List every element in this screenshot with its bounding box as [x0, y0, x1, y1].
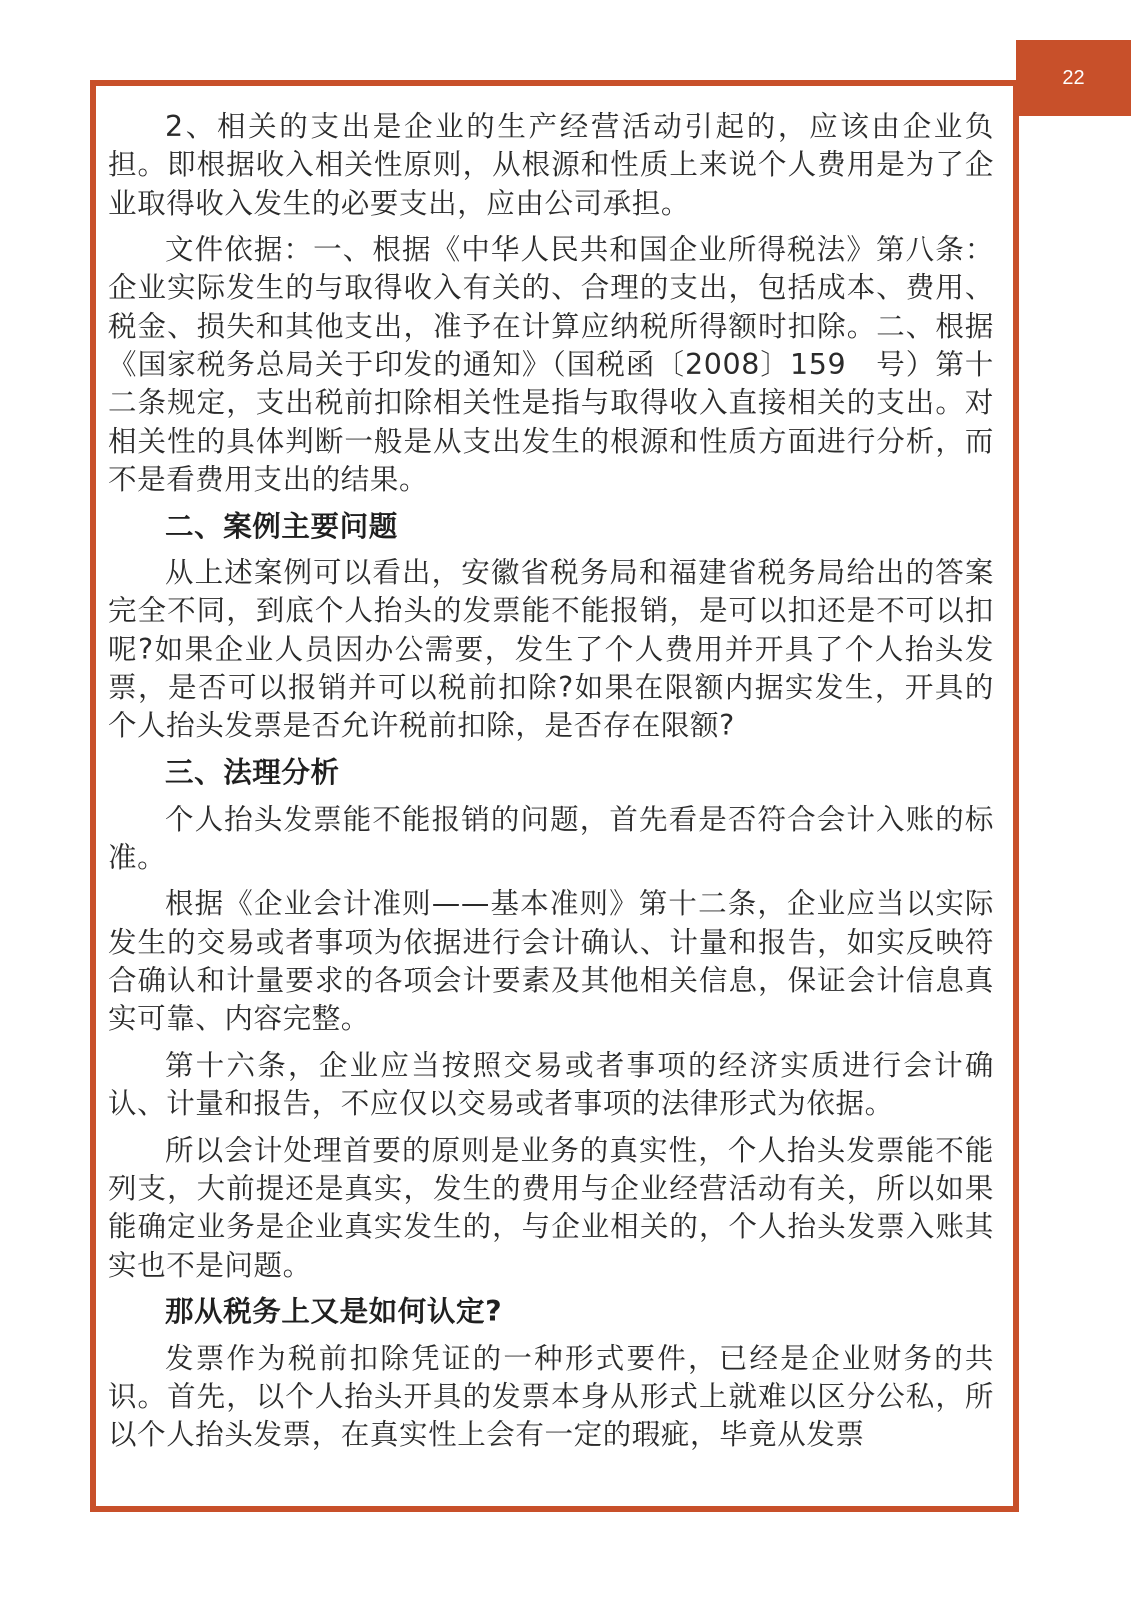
paragraph: 个人抬头发票能不能报销的问题，首先看是否符合会计入账的标准。 — [108, 802, 994, 874]
paragraph: 所以会计处理首要的原则是业务的真实性，个人抬头发票能不能列支，大前提还是真实，发生的费用与企业经营活动有关，所以如果能确定业务是企业真实发生的，与企业相关的，个人抬头发票入账其实也不是问题。 — [108, 1133, 994, 1282]
paragraph: 文件依据：一、根据《中华人民共和国企业所得税法》第八条：企业实际发生的与取得收入有关的、合理的支出，包括成本、费用、税金、损失和其他支出，准予在计算应纳税所得额时扣除。二、根据《国家税务总局关于印发的通知》（国税函〔2008〕159 号）第十二条规定，支出税前扣除相关性是指与取得收入直接相关的支出。对相关性的具体判断一般是从支出发生的根源和性质方面进行分析，而不是看费用支出的结果。 — [108, 233, 994, 496]
section-heading: 二、案例主要问题 — [165, 509, 398, 543]
section-heading: 三、法理分析 — [165, 755, 340, 789]
section-heading: 那从税务上又是如何认定? — [165, 1295, 503, 1329]
paragraph: 第十六条，企业应当按照交易或者事项的经济实质进行会计确认、计量和报告，不应仅以交易或者事项的法律形式为依据。 — [108, 1048, 994, 1121]
article-body — [108, 108, 994, 1463]
page-number-badge — [1016, 40, 1131, 116]
page-number: 22 — [1062, 66, 1085, 89]
paragraph: 从上述案例可以看出，安徽省税务局和福建省税务局给出的答案完全不同，到底个人抬头的发票能不能报销，是可以扣还是不可以扣呢?如果企业人员因办公需要，发生了个人费用并开具了个人抬头发票，是否可以报销并可以税前扣除?如果在限额内据实发生，开具的个人抬头发票是否允许税前扣除，是否存在限额? — [108, 556, 994, 743]
paragraph: 根据《企业会计准则——基本准则》第十二条，企业应当以实际发生的交易或者事项为依据进行会计确认、计量和报告，如实反映符合确认和计量要求的各项会计要素及其他相关信息，保证会计信息真实可靠、内容完整。 — [108, 887, 994, 1036]
paragraph: 2、相关的支出是企业的生产经营活动引起的，应该由企业负担。即根据收入相关性原则，从根源和性质上来说个人费用是为了企业取得收入发生的必要支出，应由公司承担。 — [108, 110, 994, 220]
paragraph: 发票作为税前扣除凭证的一种形式要件，已经是企业财务的共识。首先，以个人抬头开具的发票本身从形式上就难以区分公私，所以个人抬头发票，在真实性上会有一定的瑕疵，毕竟从发票 — [108, 1341, 994, 1452]
